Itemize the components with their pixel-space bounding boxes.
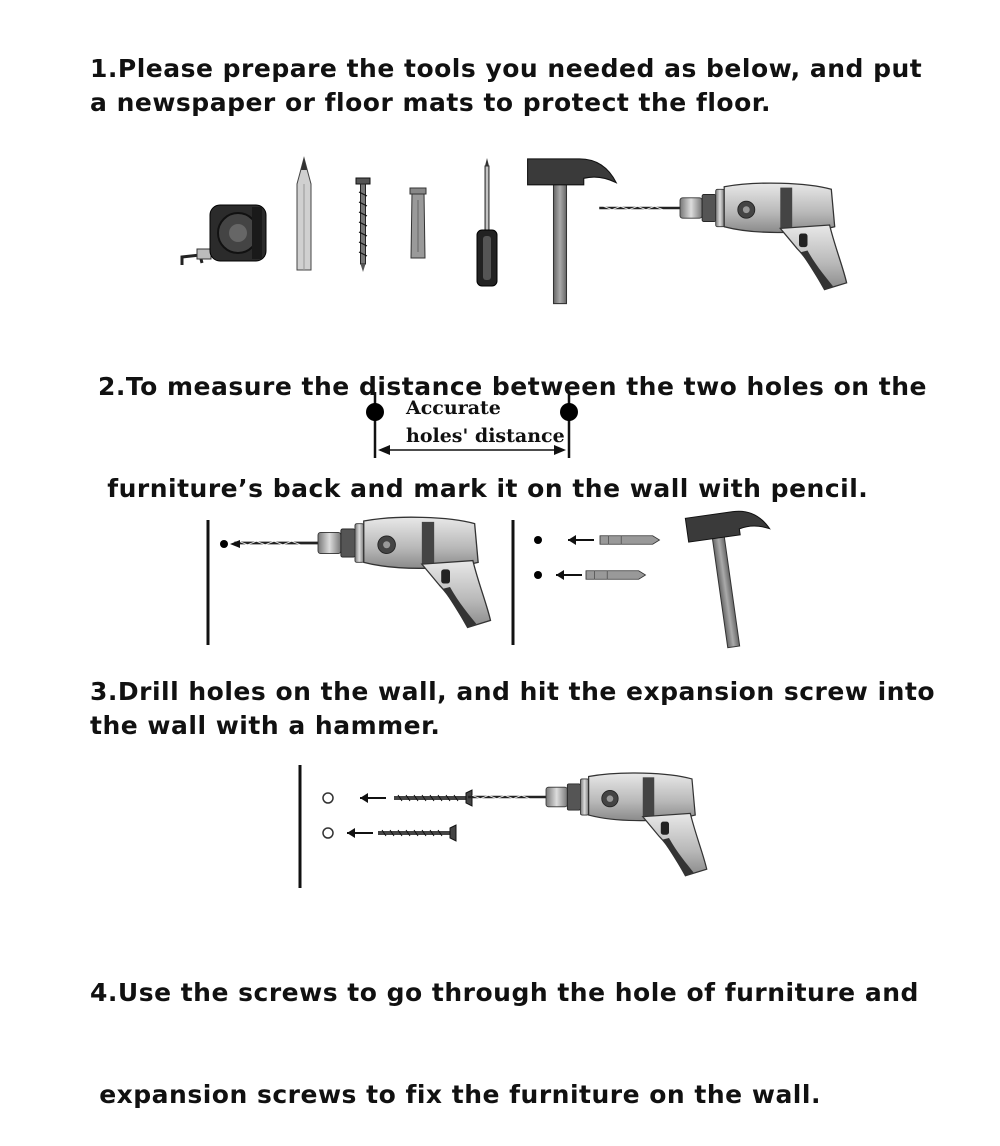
measure-label-line-1: Accurate [406,397,501,419]
power-drill-icon [234,517,490,627]
step-2-line-1: 2.To measure the distance between the two holes on the [98,372,928,401]
step-1-line-1: 1.Please prepare the tools you needed as below, and put [90,54,923,83]
hammer-icon [528,159,617,304]
step-1-line-2: a newspaper or floor mats to protect the floor. [90,88,772,117]
pencil-icon [297,158,311,270]
step-2-line-2: furniture’s back and mark it on the wall with pencil. [98,474,869,503]
step-3-line-2: the wall with a hammer. [90,711,441,740]
power-drill-icon [599,183,846,289]
step-4-line-2: expansion screws to fix the furniture on the wall. [90,1080,821,1109]
wall-anchor-icon [410,188,426,258]
screwdriver-icon [477,158,497,286]
arrow-left-icon [568,535,594,545]
insert-anchor-scene [513,507,785,651]
hole-mark-left [366,403,384,421]
arrow-left-icon [347,828,373,838]
step-3-line-1: 3.Drill holes on the wall, and hit the expansion screw into [90,677,936,706]
measure-label-line-2: holes' distance [406,425,565,447]
power-drill-icon [468,773,707,876]
arrow-left-icon [360,793,386,803]
holes-distance-diagram [366,392,578,458]
tape-measure-icon [182,205,266,265]
wall-anchor-icon [586,571,646,580]
step-4-line-1: 4.Use the screws to go through the hole of furniture and [90,978,919,1007]
drill-hole-scene [208,517,490,645]
hammer-icon [685,507,785,651]
arrow-left-icon [556,570,582,580]
screw-fixing-scene [300,765,707,888]
screw-icon [356,178,370,272]
screw-icon [394,790,472,806]
screw-icon [378,825,456,841]
wall-anchor-icon [600,536,660,545]
hole-mark-right [560,403,578,421]
